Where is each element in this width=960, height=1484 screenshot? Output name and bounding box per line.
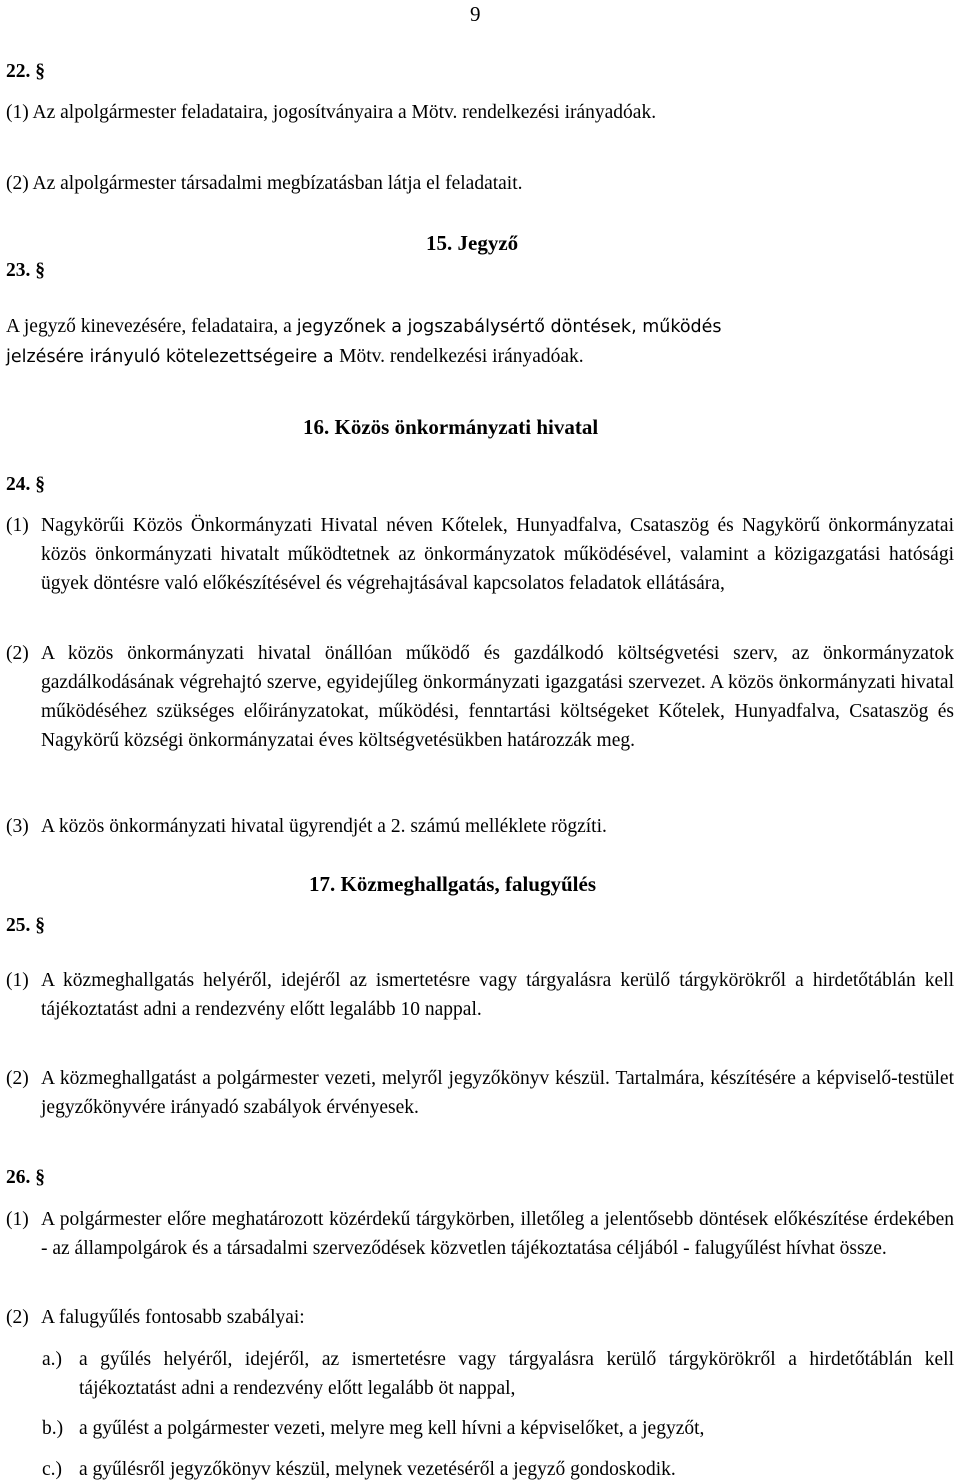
list-item-b — [42, 1414, 954, 1443]
paragraph-text: A közmeghallgatást a polgármester vezeti, melyről jegyzőkönyv készül. Tartalmára, készítésére a képviselő-testület jegyzőkönyvére irányadó szabályok érvényesek. — [41, 1068, 954, 1118]
page-number: 9 — [470, 2, 481, 26]
section-25-heading — [6, 916, 45, 936]
section-24-paragraph-2 — [6, 639, 954, 755]
paragraph-number: (2) — [6, 1307, 29, 1328]
text-sans: jelzésére irányuló kötelezettségeire a — [6, 347, 340, 367]
text-serif: A jegyző kinevezésére, feladataira, a — [6, 316, 297, 337]
paragraph-text: A közmeghallgatás helyéről, idejéről az ismertetésre vagy tárgyalásra kerülő tárgykörökről a hirdetőtáblán kell tájékoztatást adni a rendezvény előtt legalább 10 nappal. — [41, 970, 954, 1020]
paragraph-number: (3) — [6, 816, 29, 837]
section-25-paragraph-1 — [6, 966, 954, 1024]
section-26-paragraph-1 — [6, 1205, 954, 1263]
list-item-label: b.) — [42, 1418, 64, 1439]
paragraph-number: (1) — [6, 970, 29, 991]
section-23-line-2 — [6, 347, 584, 367]
paragraph-number: (2) — [6, 1068, 29, 1089]
chapter-16-title: 16. Közös önkormányzati hivatal — [303, 415, 599, 439]
chapter-17-title: 17. Közmeghallgatás, falugyűlés — [309, 872, 596, 896]
section-26-heading — [6, 1168, 45, 1188]
list-item-text: a gyűlésről jegyzőkönyv készül, melynek vezetéséről a jegyző gondoskodik. — [79, 1459, 676, 1480]
chapter-15-title: 15. Jegyző — [426, 231, 519, 255]
section-26-paragraph-2 — [6, 1303, 954, 1332]
text-sans: jegyzőnek a jogszabálysértő döntések, működés — [296, 317, 722, 337]
paragraph-number: (1) — [6, 1209, 29, 1230]
paragraph-number: (1) — [6, 515, 29, 536]
section-22-heading — [6, 62, 45, 82]
paragraph-text: A falugyűlés fontosabb szabályai: — [41, 1307, 305, 1328]
paragraph-text: A közös önkormányzati hivatal önállóan működő és gazdálkodó költségvetési szerv, az önkormányzatok gazdálkodásának végrehajtó szerve, egyidejűleg önkormányzati igazgatási szervezet. A közös önkormányzati hivatal működéséhez szükséges előirányzatokat, működési, fenntartási költségeket Kőtelek, Hunyadfalva, Csataszög és Nagykörű községi önkormányzatai éves költségvetésükben határozzák meg. — [41, 643, 954, 751]
section-sign-icon: § — [35, 474, 45, 495]
section-24-heading — [6, 475, 45, 495]
paragraph-text: Nagykörűi Közös Önkormányzati Hivatal néven Kőtelek, Hunyadfalva, Csataszög és Nagykörű önkormányzatai közös önkormányzati hivatalt működtetnek az önkormányzatok működésével, valamint a közigazgatási hatósági ügyek döntésre való előkészítésével és végrehajtásával kapcsolatos feladatok ellátására, — [41, 515, 954, 594]
section-24-paragraph-1 — [6, 511, 954, 598]
section-number: 26. — [6, 1167, 31, 1188]
text-serif: Mötv. rendelkezési irányadóak. — [339, 346, 584, 367]
section-24-paragraph-3 — [6, 812, 954, 841]
section-22-paragraph-1: (1) Az alpolgármester feladataira, jogosítványaira a Mötv. rendelkezési irányadóak. — [6, 102, 657, 123]
section-sign-icon: § — [35, 61, 45, 82]
section-number: 25. — [6, 915, 31, 936]
paragraph-number: (2) — [6, 643, 29, 664]
section-23-heading — [6, 261, 45, 281]
section-sign-icon: § — [35, 1167, 45, 1188]
list-item-text: a gyűlést a polgármester vezeti, melyre meg kell hívni a képviselőket, a jegyzőt, — [79, 1418, 705, 1439]
section-sign-icon: § — [35, 260, 45, 281]
list-item-label: a.) — [42, 1349, 63, 1370]
paragraph-text: A polgármester előre meghatározott közérdekű tárgykörben, illetőleg a jelentősebb döntések előkészítése érdekében - az állampolgárok és a társadalmi szerveződések közvetlen tájékoztatása céljából - falugyűlést hívhat össze. — [41, 1209, 954, 1259]
section-sign-icon: § — [35, 915, 45, 936]
section-number: 23. — [6, 260, 31, 281]
list-item-label: c.) — [42, 1459, 63, 1480]
paragraph-text: A közös önkormányzati hivatal ügyrendjét a 2. számú melléklete rögzíti. — [41, 816, 607, 837]
section-22-paragraph-2: (2) Az alpolgármester társadalmi megbízatásban látja el feladatait. — [6, 173, 523, 194]
list-item-text: a gyűlés helyéről, idejéről, az ismertetésre vagy tárgyalásra kerülő tárgykörökről a hirdetőtáblán kell tájékoztatást adni a rendezvény előtt legalább öt nappal, — [79, 1349, 954, 1399]
section-23-line-1 — [6, 317, 722, 337]
section-number: 22. — [6, 61, 31, 82]
section-number: 24. — [6, 474, 31, 495]
section-25-paragraph-2 — [6, 1064, 954, 1122]
list-item-a — [42, 1345, 954, 1403]
list-item-c — [42, 1455, 954, 1484]
